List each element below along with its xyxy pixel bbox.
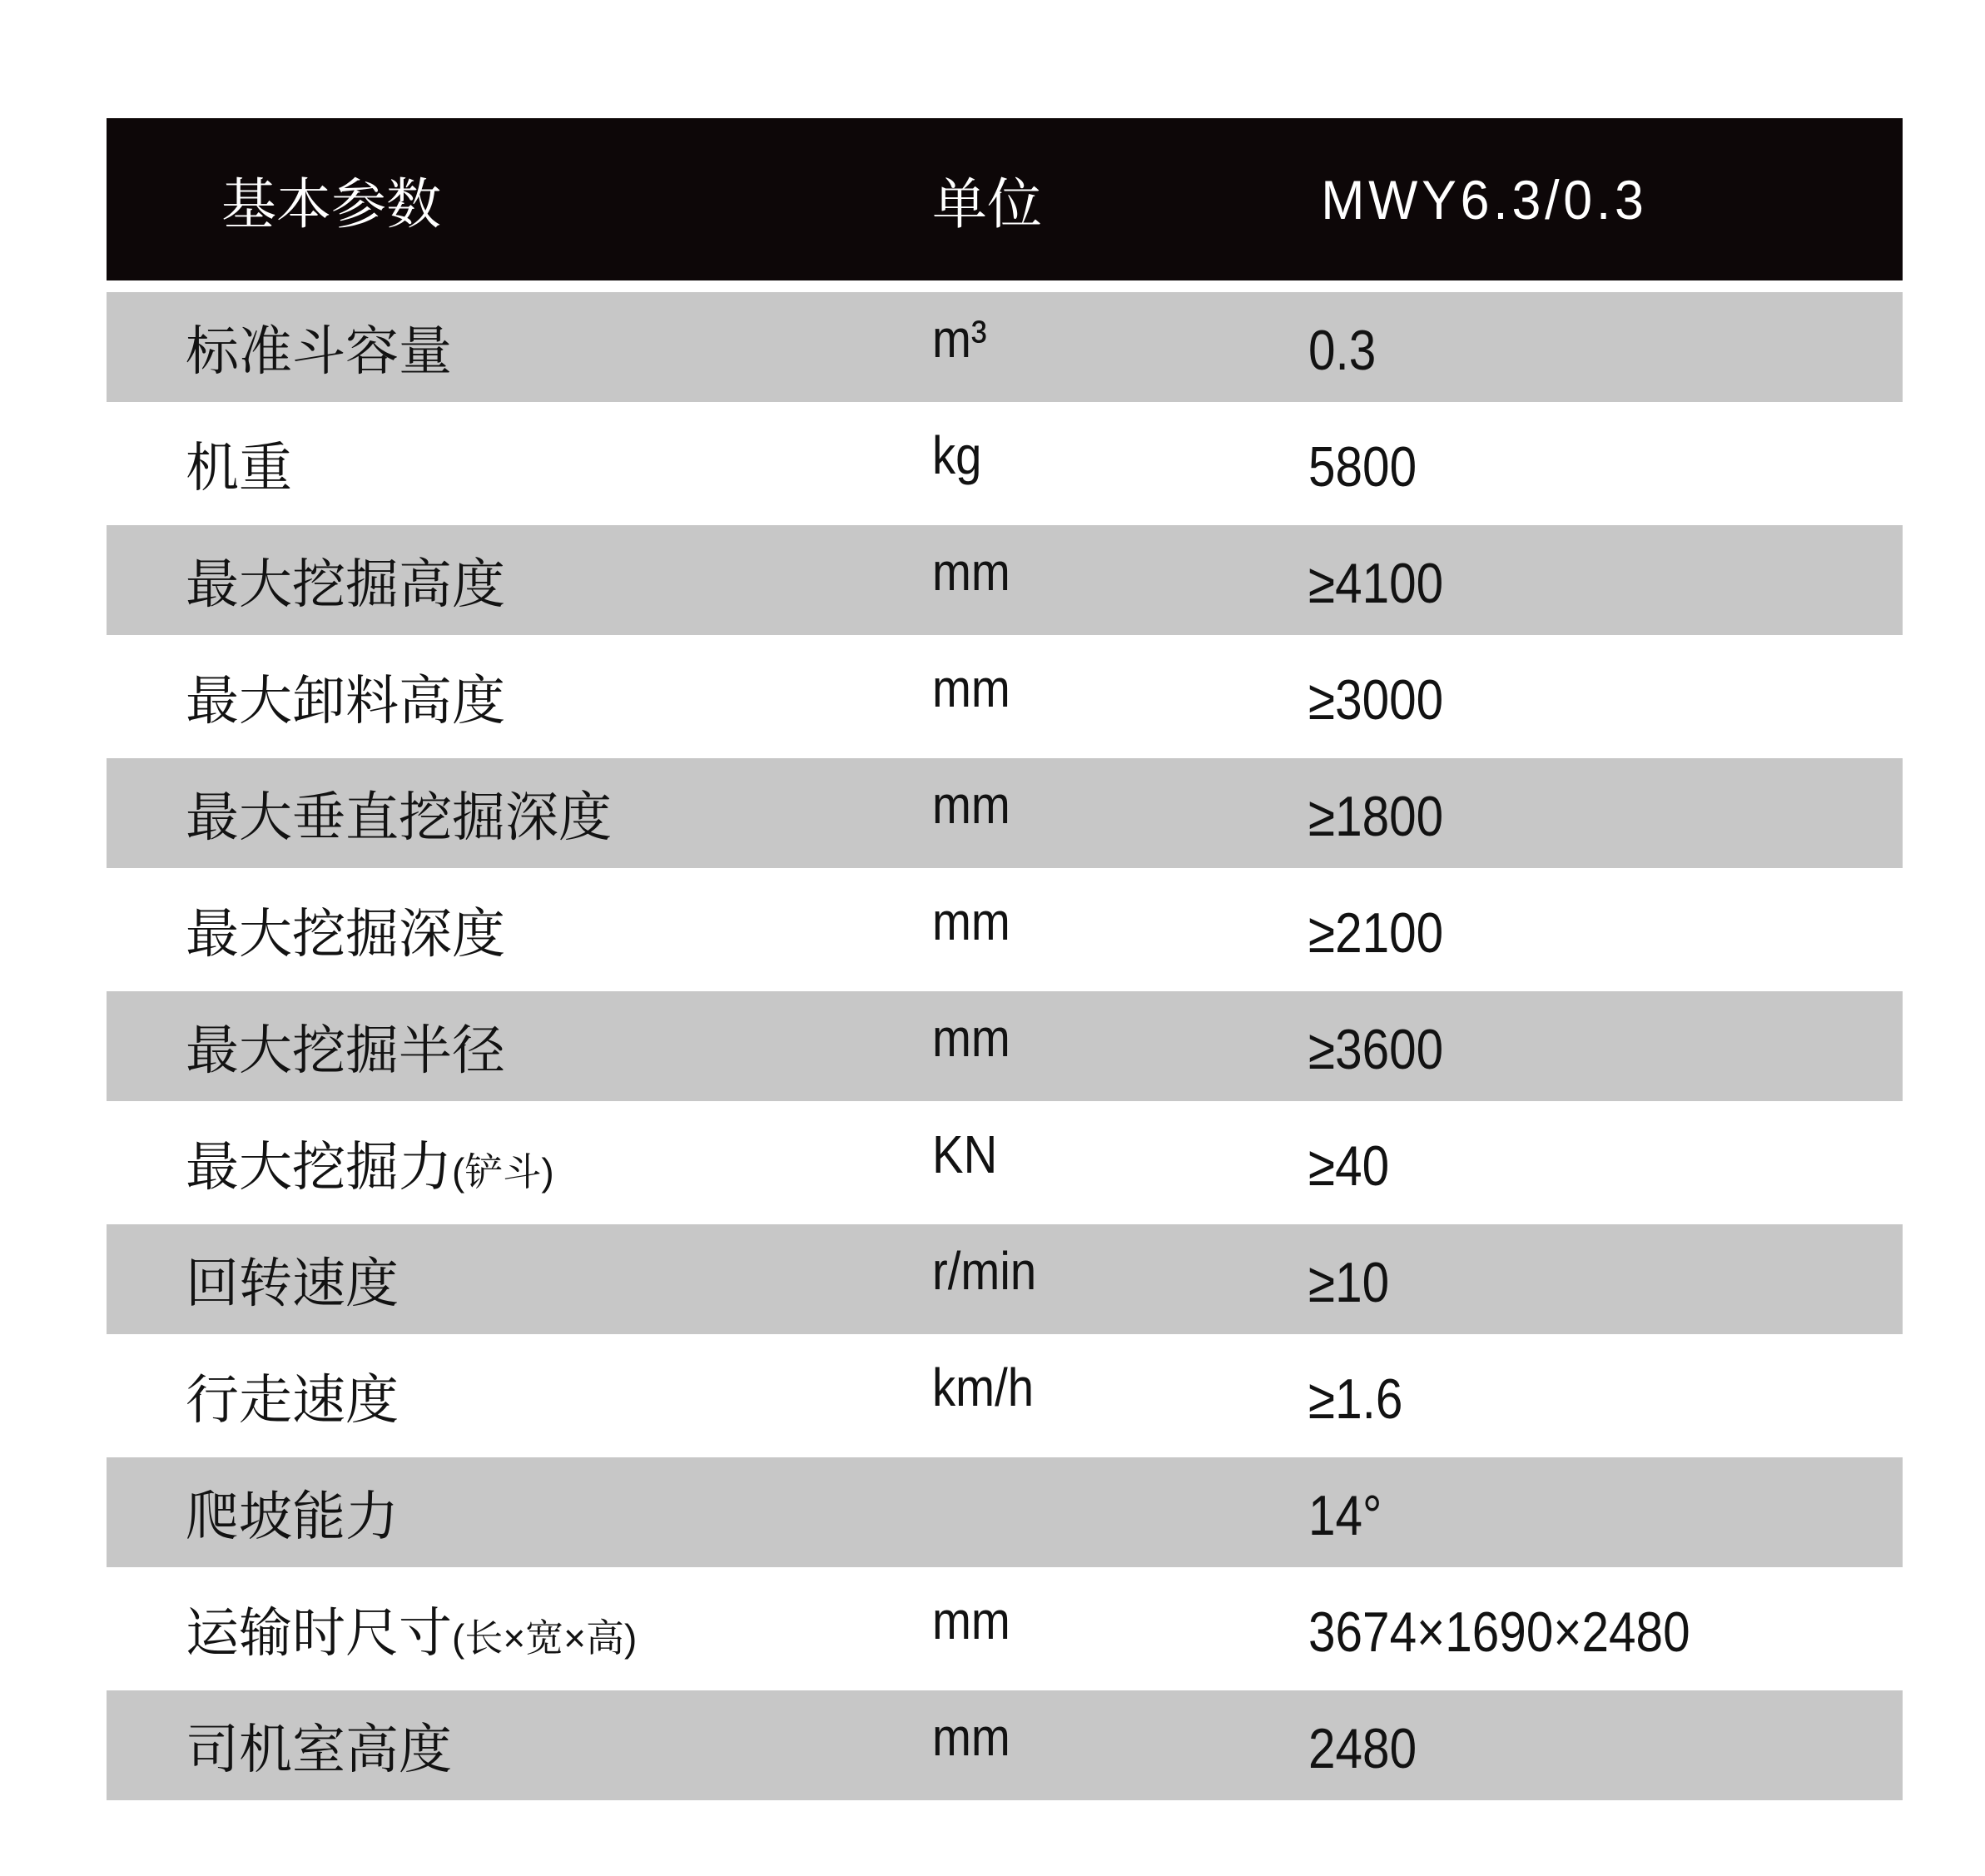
param-unit: km/h [932,1357,1035,1417]
param-unit: r/min [932,1241,1037,1301]
table-row [107,1454,1903,1571]
param-name: 最大垂直挖掘深度 [186,787,612,847]
param-unit: mm [932,542,1010,602]
param-unit: KN [932,1124,998,1184]
table-row [107,522,1903,638]
param-name: 最大挖掘深度 [186,904,505,964]
param-name: 回转速度 [186,1253,399,1313]
param-name: 最大挖掘力 [186,1137,452,1197]
table-row [107,1338,1903,1454]
param-name: 标准斗容量 [186,321,452,381]
header-param-label: 基本参数 [221,173,441,235]
param-value: ≥1800 [1308,785,1444,848]
table-row [107,1104,1903,1221]
param-value: 14° [1308,1484,1382,1547]
param-unit: mm [932,1591,1010,1650]
table-row [107,1221,1903,1338]
param-value: 5800 [1308,435,1417,499]
param-name: 最大挖掘高度 [186,554,505,614]
param-name: 行走速度 [186,1370,399,1430]
table-row [107,755,1903,871]
table-row [107,405,1903,522]
param-unit: mm [932,1008,1010,1068]
header-model-label: MWY6.3/0.3 [1321,168,1648,231]
param-value: ≥2100 [1308,901,1444,965]
param-unit: m³ [932,309,987,369]
param-unit: mm [932,891,1010,951]
param-name: 最大卸料高度 [186,671,505,731]
param-value: 2480 [1308,1717,1417,1780]
param-value: 3674×1690×2480 [1308,1601,1690,1664]
param-value: ≥3000 [1308,668,1444,732]
table-row [107,289,1903,405]
param-name-suffix: (长×宽×高) [452,1616,638,1660]
param-name: 爬坡能力 [186,1486,399,1546]
param-name: 司机室高度 [186,1720,452,1779]
param-value: ≥40 [1308,1134,1390,1198]
param-unit: mm [932,775,1010,835]
param-name: 最大挖掘半径 [186,1020,505,1080]
param-value: ≥4100 [1308,552,1444,615]
header-unit-label: 单位 [932,173,1042,235]
param-value: ≥1.6 [1308,1367,1403,1431]
param-value: 0.3 [1308,319,1377,382]
param-value: ≥3600 [1308,1018,1444,1081]
table-row [107,988,1903,1104]
table-row [107,1571,1903,1687]
spec-table [107,118,1903,1804]
param-unit: kg [932,425,982,485]
param-name: 运输时尺寸 [186,1603,452,1663]
param-unit: mm [932,658,1010,718]
param-value: ≥10 [1308,1251,1390,1314]
table-header-row [107,118,1903,280]
table-row [107,871,1903,988]
param-unit: mm [932,1707,1010,1767]
table-row [107,1687,1903,1804]
param-name: 机重 [186,438,292,498]
param-name-suffix: (铲斗) [452,1150,554,1194]
table-row [107,638,1903,755]
